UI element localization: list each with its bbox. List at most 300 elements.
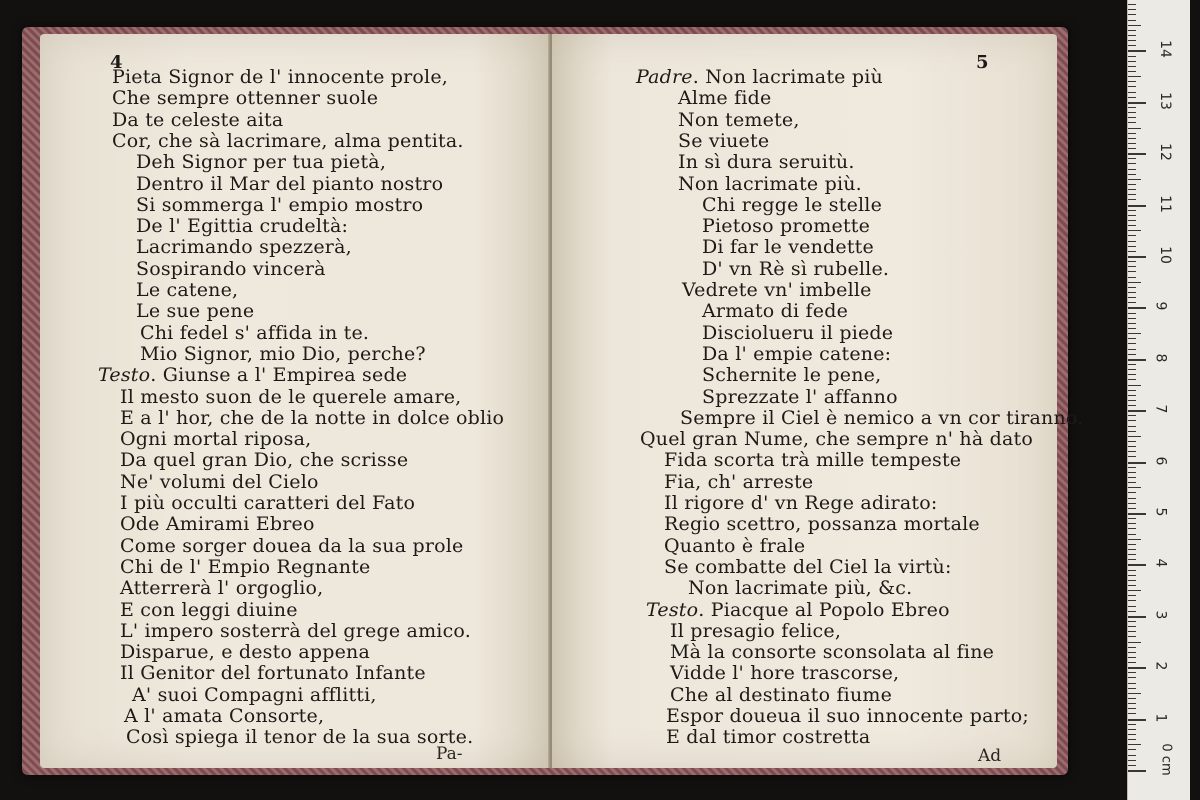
text-line (112, 87, 378, 109)
ruler-tick (1128, 770, 1146, 772)
text-line (646, 599, 950, 621)
ruler-tick (1128, 426, 1136, 427)
ruler-number: 1 (1152, 713, 1169, 723)
line-text: Se viuete (678, 129, 770, 152)
line-text: Quel gran Nume, che sempre n' hà dato (640, 428, 1033, 451)
line-text: E dal timor costretta (666, 726, 871, 749)
ruler-tick (1128, 102, 1146, 104)
line-text: Armato di fede (702, 300, 849, 323)
text-line (678, 87, 771, 109)
line-text: Da te celeste aita (112, 108, 284, 131)
ruler-tick (1128, 277, 1136, 278)
ruler-tick (1128, 35, 1136, 36)
ruler-tick (1128, 143, 1136, 144)
ruler-tick (1128, 513, 1146, 515)
text-line (120, 599, 298, 621)
ruler-tick (1128, 189, 1136, 190)
ruler-tick (1128, 441, 1136, 442)
ruler-tick (1128, 128, 1141, 129)
text-line (136, 151, 386, 173)
ruler-tick (1128, 379, 1136, 380)
line-text: E a l' hor, che de la notte in dolce oblio (120, 406, 505, 429)
line-text: Pieta Signor de l' innocente prole, (112, 66, 449, 88)
ruler-tick (1128, 385, 1141, 386)
ruler-tick (1128, 364, 1136, 365)
text-line (120, 386, 461, 408)
line-text: Disparue, e desto appena (120, 641, 371, 664)
ruler-tick (1128, 518, 1136, 519)
ruler-number: 13 (1156, 91, 1173, 110)
ruler-tick (1128, 307, 1146, 309)
line-text: Regio scettro, possanza mortale (664, 513, 980, 536)
line-text: Sprezzate l' affanno (702, 385, 898, 408)
text-line (126, 726, 473, 748)
ruler-tick (1128, 354, 1136, 355)
line-text: Schernite le pene, (702, 364, 882, 387)
ruler-tick (1128, 482, 1136, 483)
ruler-tick (1128, 266, 1136, 267)
ruler-tick (1128, 153, 1146, 155)
ruler-tick (1128, 744, 1141, 745)
ruler-tick (1128, 554, 1136, 555)
line-text: Di far le vendette (702, 236, 874, 259)
ruler-tick (1128, 698, 1136, 699)
text-line (702, 364, 881, 386)
ruler-tick (1128, 570, 1136, 571)
ruler-tick (1128, 472, 1136, 473)
ruler-tick (1128, 246, 1136, 247)
ruler-tick (1128, 40, 1136, 41)
line-text: Il presagio felice, (670, 619, 842, 642)
ruler-tick (1128, 672, 1136, 673)
text-line (670, 620, 841, 642)
line-text: Le sue pene (136, 300, 255, 323)
ruler-number: 11 (1156, 194, 1173, 213)
ruler-number: 12 (1156, 143, 1173, 162)
ruler-tick (1128, 287, 1136, 288)
ruler-tick (1128, 333, 1141, 334)
ruler-tick (1128, 133, 1136, 134)
text-line (702, 194, 882, 216)
speaker-name: Testo (98, 364, 151, 387)
text-line (136, 194, 423, 216)
text-line (120, 428, 311, 450)
ruler-tick (1128, 719, 1146, 721)
text-line (666, 726, 870, 748)
line-text: . Piacque al Popolo Ebreo (698, 598, 950, 621)
line-text: Che al destinato fiume (670, 683, 893, 706)
ruler-tick (1128, 724, 1136, 725)
ruler-tick (1128, 169, 1136, 170)
ruler-number: 3 (1152, 610, 1169, 620)
ruler-tick (1128, 210, 1136, 211)
ruler-tick (1128, 575, 1136, 576)
line-text: A l' amata Consorte, (124, 705, 325, 727)
line-text: Il mesto suon de le querele amare, (120, 385, 462, 408)
text-line (136, 258, 326, 280)
text-line (664, 449, 961, 471)
line-text: Non temete, (678, 108, 800, 131)
ruler-tick (1128, 349, 1136, 350)
ruler-tick (1128, 56, 1136, 57)
ruler-tick (1128, 667, 1146, 669)
text-line (120, 556, 370, 578)
ruler-tick (1128, 559, 1136, 560)
line-text: Così spiega il tenor de la sua sorte. (126, 726, 474, 749)
line-text: Vedrete vn' imbelle (682, 279, 872, 301)
ruler-tick (1128, 755, 1136, 756)
ruler-tick (1128, 451, 1136, 452)
catchword: Pa- (436, 744, 463, 764)
line-text: Atterrerà l' orgoglio, (120, 577, 324, 600)
line-text: Le catene, (136, 279, 239, 301)
text-line (702, 343, 891, 365)
ruler-number: 8 (1152, 353, 1169, 363)
ruler-number: 9 (1152, 301, 1169, 311)
ruler-tick (1128, 4, 1136, 5)
ruler-tick (1128, 45, 1136, 46)
text-line (120, 471, 319, 493)
ruler-tick (1128, 76, 1141, 77)
ruler-tick (1128, 410, 1146, 412)
line-text: Da l' empie catene: (702, 342, 892, 365)
line-text: A' suoi Compagni afflitti, (132, 683, 377, 706)
line-text: . Giunse a l' Empirea sede (150, 364, 408, 387)
text-line (132, 684, 377, 706)
text-line (120, 662, 426, 684)
ruler-tick (1128, 158, 1136, 159)
ruler-tick (1128, 9, 1136, 10)
text-line (120, 407, 504, 429)
ruler-tick (1128, 225, 1136, 226)
ruler-tick (1128, 636, 1136, 637)
ruler-tick (1128, 215, 1136, 216)
ruler-tick (1128, 492, 1136, 493)
text-line (120, 535, 463, 557)
line-text: Sempre il Ciel è nemico a vn cor tiranno. (680, 406, 1084, 429)
page-number: 5 (976, 52, 989, 73)
ruler-tick (1128, 297, 1136, 298)
ruler-tick (1128, 626, 1136, 627)
ruler-number: 2 (1152, 661, 1169, 671)
ruler-tick (1128, 271, 1136, 272)
ruler-tick (1128, 107, 1136, 108)
ruler-number: 4 (1152, 558, 1169, 568)
ruler-tick (1128, 523, 1136, 524)
text-line (112, 66, 448, 88)
ruler-tick (1128, 657, 1136, 658)
ruler-tick (1128, 318, 1136, 319)
line-text: Chi fedel s' affida in te. (140, 321, 370, 344)
ruler-tick (1128, 647, 1136, 648)
line-text: Alme fide (678, 87, 772, 110)
line-text: De l' Egittia crudeltà: (136, 215, 349, 238)
ruler-tick (1128, 30, 1136, 31)
line-text: Si sommerga l' empio mostro (136, 193, 424, 216)
page-number: 4 (110, 52, 123, 73)
ruler-tick (1128, 122, 1136, 123)
line-text: Chi de l' Empio Regnante (120, 555, 371, 578)
text-line (702, 258, 889, 280)
text-line (120, 513, 315, 535)
ruler-tick (1128, 205, 1146, 207)
ruler-tick (1128, 415, 1136, 416)
text-line (688, 577, 912, 599)
ruler-tick (1128, 503, 1136, 504)
ruler-tick (1128, 580, 1136, 581)
text-line (678, 151, 855, 173)
line-text: Fia, ch' arreste (664, 470, 814, 493)
ruler-tick (1128, 590, 1141, 591)
ruler-tick (1128, 241, 1136, 242)
text-line (120, 577, 323, 599)
ruler-tick (1128, 400, 1136, 401)
line-text: Deh Signor per tua pietà, (136, 151, 387, 174)
ruler-number: 10 (1156, 246, 1173, 264)
text-line (664, 492, 937, 514)
ruler-number: 6 (1152, 456, 1169, 466)
ruler-tick (1128, 677, 1136, 678)
ruler-tick (1128, 313, 1136, 314)
ruler-number: 7 (1152, 404, 1169, 414)
text-line (98, 364, 407, 386)
ruler-number: 5 (1152, 507, 1169, 517)
ruler-tick (1128, 14, 1136, 15)
ruler-tick (1128, 564, 1146, 566)
line-text: Che sempre ottenner suole (112, 87, 379, 110)
line-text: Il Genitor del fortunato Infante (120, 662, 426, 685)
ruler-tick (1128, 163, 1136, 164)
ruler-tick (1128, 621, 1136, 622)
text-line (136, 300, 254, 322)
ruler-tick (1128, 343, 1136, 344)
line-text: Da quel gran Dio, che scrisse (120, 449, 409, 472)
line-text: E con leggi diuine (120, 598, 298, 621)
text-line (678, 173, 862, 195)
ruler-tick (1128, 184, 1136, 185)
line-text: Ode Amirami Ebreo (120, 513, 315, 536)
ruler-tick (1128, 71, 1136, 72)
line-text: Ogni mortal riposa, (120, 428, 312, 451)
text-line (636, 66, 883, 88)
ruler-tick (1128, 688, 1136, 689)
ruler-tick (1128, 662, 1136, 663)
ruler-tick (1128, 611, 1136, 612)
ruler-tick (1128, 539, 1141, 540)
line-text: Come sorger douea da la sua prole (120, 534, 464, 557)
ruler-tick (1128, 369, 1136, 370)
text-line (702, 215, 870, 237)
ruler-tick (1128, 544, 1136, 545)
ruler-tick (1128, 97, 1136, 98)
text-line (670, 662, 899, 684)
ruler-tick (1128, 585, 1136, 586)
line-text: Mà la consorte sconsolata al fine (670, 641, 995, 664)
line-text: Ne' volumi del Cielo (120, 470, 319, 493)
text-line (702, 236, 874, 258)
ruler-tick (1128, 194, 1136, 195)
line-text: Vidde l' hore trascorse, (670, 662, 900, 685)
right-page (552, 34, 1084, 768)
ruler-tick (1128, 405, 1136, 406)
ruler-tick (1128, 86, 1136, 87)
ruler-tick (1128, 729, 1136, 730)
line-text: Lacrimando spezzerà, (136, 236, 352, 259)
text-line (112, 109, 283, 131)
ruler-tick (1128, 749, 1136, 750)
ruler-number: 14 (1156, 40, 1173, 59)
ruler-tick (1128, 420, 1136, 421)
text-line (664, 471, 813, 493)
line-text: Disciolueru il piede (702, 321, 894, 344)
ruler-tick (1128, 616, 1146, 618)
text-line (678, 130, 769, 152)
text-line (640, 428, 1033, 450)
text-line (124, 705, 324, 727)
text-line (120, 620, 471, 642)
line-text: Quanto è frale (664, 534, 806, 557)
ruler-tick (1128, 179, 1141, 180)
ruler-tick (1128, 112, 1136, 113)
ruler-tick (1128, 302, 1136, 303)
line-text: L' impero sosterrà del grege amico. (120, 619, 471, 642)
ruler-tick (1128, 642, 1141, 643)
ruler-tick (1128, 467, 1136, 468)
text-line (664, 513, 980, 535)
ruler-tick (1128, 683, 1136, 684)
line-text: Non lacrimate più, &c. (688, 577, 913, 600)
text-line (678, 109, 800, 131)
ruler-tick (1128, 765, 1136, 766)
ruler-tick (1128, 703, 1136, 704)
line-text: Non lacrimate più. (678, 172, 862, 195)
ruler-tick (1128, 261, 1136, 262)
line-text: Sospirando vincerà (136, 257, 326, 280)
ruler-tick (1128, 739, 1136, 740)
text-line (680, 407, 1083, 429)
ruler-tick (1128, 508, 1136, 509)
text-line (136, 215, 348, 237)
ruler-tick (1128, 230, 1141, 231)
left-page (40, 34, 550, 768)
text-line (140, 343, 426, 365)
ruler-unit-label: 0 cm (1158, 743, 1174, 776)
text-line (682, 279, 872, 301)
ruler-tick (1128, 390, 1136, 391)
line-text: In sì dura seruitù. (678, 151, 855, 174)
line-text: Pietoso promette (702, 215, 871, 238)
ruler-tick (1128, 374, 1136, 375)
text-line (664, 535, 805, 557)
ruler-tick (1128, 138, 1136, 139)
ruler-tick (1128, 66, 1136, 67)
line-text: . Non lacrimate più (692, 66, 883, 88)
ruler-tick (1128, 323, 1136, 324)
ruler-tick (1128, 708, 1136, 709)
text-line (120, 449, 408, 471)
line-text: Cor, che sà lacrimare, alma pentita. (112, 129, 464, 152)
ruler-tick (1128, 117, 1136, 118)
ruler-tick (1128, 549, 1136, 550)
text-line (120, 492, 415, 514)
ruler-tick (1128, 256, 1146, 258)
ruler-tick (1128, 595, 1136, 596)
ruler-tick (1128, 25, 1141, 26)
ruler-tick (1128, 446, 1136, 447)
ruler-tick (1128, 61, 1136, 62)
ruler-tick (1128, 235, 1136, 236)
line-text: Espor doueua il suo innocente parto; (666, 705, 1029, 727)
ruler-tick (1128, 338, 1136, 339)
ruler-tick (1128, 734, 1136, 735)
ruler-tick (1128, 395, 1136, 396)
text-line (666, 705, 1029, 727)
ruler-tick (1128, 431, 1136, 432)
ruler-tick (1128, 456, 1136, 457)
ruler-tick (1128, 81, 1136, 82)
ruler-tick (1128, 606, 1136, 607)
text-line (120, 641, 370, 663)
text-line (140, 322, 369, 344)
ruler-tick (1128, 462, 1146, 464)
line-text: Mio Signor, mio Dio, perche? (140, 342, 426, 365)
text-line (664, 556, 952, 578)
line-text: Se combatte del Ciel la virtù: (664, 555, 952, 578)
ruler-tick (1128, 292, 1136, 293)
ruler-tick (1128, 652, 1136, 653)
ruler-tick (1128, 600, 1136, 601)
ruler-tick (1128, 20, 1136, 21)
ruler-tick (1128, 631, 1136, 632)
line-text: Il rigore d' vn Rege adirato: (664, 492, 938, 514)
ruler-tick (1128, 477, 1136, 478)
ruler-tick (1128, 760, 1136, 761)
ruler-tick (1128, 693, 1141, 694)
line-text: Dentro il Mar del pianto nostro (136, 172, 444, 195)
speaker-name: Testo (646, 598, 699, 621)
speaker-name: Padre (636, 66, 693, 88)
ruler-tick (1128, 359, 1146, 361)
line-text: Chi regge le stelle (702, 193, 883, 216)
ruler-tick (1128, 282, 1141, 283)
text-line (112, 130, 464, 152)
ruler-tick (1128, 528, 1136, 529)
ruler-tick (1128, 199, 1136, 200)
line-text: I più occulti caratteri del Fato (120, 492, 416, 514)
ruler-tick (1128, 328, 1136, 329)
ruler-tick (1128, 148, 1136, 149)
ruler-tick (1128, 498, 1136, 499)
text-line (136, 279, 238, 301)
ruler-tick (1128, 174, 1136, 175)
ruler-tick (1128, 534, 1136, 535)
line-text: D' vn Rè sì rubelle. (702, 257, 890, 280)
measurement-ruler (1127, 0, 1190, 800)
line-text: Fida scorta trà mille tempeste (664, 449, 962, 472)
text-line (702, 300, 848, 322)
text-line (670, 684, 892, 706)
text-line (702, 322, 893, 344)
text-line (136, 173, 443, 195)
ruler-tick (1128, 436, 1141, 437)
text-line (702, 386, 898, 408)
ruler-tick (1128, 220, 1136, 221)
ruler-tick (1128, 713, 1136, 714)
ruler-tick (1128, 50, 1146, 52)
ruler-tick (1128, 251, 1136, 252)
text-line (670, 641, 994, 663)
ruler-tick (1128, 92, 1136, 93)
